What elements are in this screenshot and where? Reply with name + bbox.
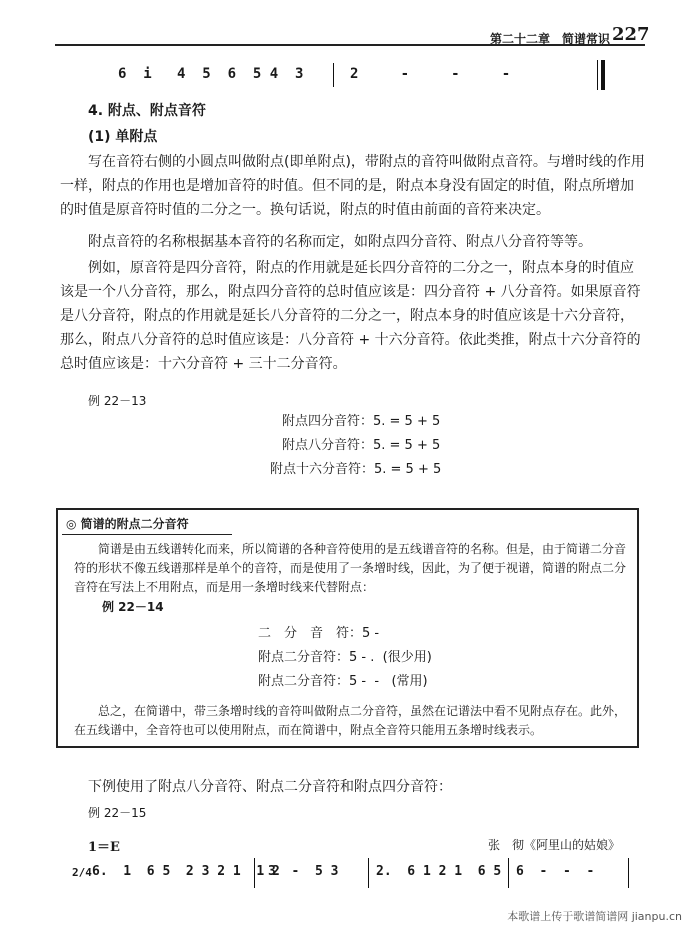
formula-line: 附点八分音符：5. = 5 + 5 (282, 438, 441, 453)
box-title-rule (62, 534, 232, 535)
song-measure: 6. 1 6 5 2 3 2 1 1 2 (92, 864, 280, 879)
formula-line: 附点四分音符：5. = 5 + 5 (282, 414, 441, 429)
song-key: 1＝E (88, 840, 120, 855)
top-score-notes: 6 i 4 5 6 5 4 3 (118, 66, 304, 82)
paragraph-dot-naming: 附点音符的名称根据基本音符的名称而定，如附点四分音符、附点八分音符等等。 (88, 234, 592, 250)
page-header (0, 0, 690, 46)
sidebar-box (56, 508, 639, 748)
top-score-measure2: 2 - - - (350, 66, 511, 82)
box-title: ◎ 简谱的附点二分音符 (66, 517, 189, 531)
barline (508, 858, 509, 888)
box-example-line: 附点二分音符：5 - . (很少用) (258, 650, 432, 665)
example-13-label: 例 22－13 (88, 394, 147, 408)
formula-line: 附点十六分音符：5. = 5 + 5 (270, 462, 442, 477)
barline (628, 858, 629, 888)
box-example-line: 二 分 音 符：5 - (258, 626, 380, 641)
subsection-title: (1) 单附点 (88, 129, 158, 145)
paragraph-dot-example: 例如，原音符是四分音符，附点的作用就是延长四分音符的二分之一，附点本身的时值应该是一个八分音符，那么，附点四分音符的总时值应该是：四分音符 + 八分音符。如果原音符是八分音符，附点的作用就是延长八分音符的二分之一，附点本身的时值应该是十六分音符，那么，附点八分音符的总时值应该是：八分音符 + 十六分音符。依此类推，附点十六分音符的总时值应该是：十六分音符 + 三十二分音符。 (60, 260, 641, 372)
song-score (0, 856, 690, 896)
box-paragraph: 简谱是由五线谱转化而来，所以简谱的各种音符使用的是五线谱音符的名称。但是，由于简谱二分音符的形状不像五线谱那样是单个的音符，而是使用了一条增时线，因此，为了便于视谱，简谱的附点二分音符在写法上不用附点，而是用一条增时线来代替附点： (74, 542, 627, 594)
section-title: 4. 附点、附点音符 (88, 103, 206, 119)
after-box-text: 下例使用了附点八分音符、附点二分音符和附点四分音符： (88, 779, 452, 795)
chapter-title: 第二十二章 简谱常识 (490, 32, 611, 46)
song-measure: 3 - 5 3 (268, 864, 339, 879)
box-example-line: 附点二分音符：5 - - (常用) (258, 674, 428, 689)
barline (254, 858, 255, 888)
page-number: 227 (612, 24, 650, 45)
header-rule (55, 44, 645, 46)
barline (368, 858, 369, 888)
time-signature: 2/4 (72, 866, 92, 879)
final-barline-thick (601, 60, 605, 90)
song-measure: 2. 6 1 2 1 6 5 (376, 864, 502, 879)
box-conclusion: 总之，在简谱中，带三条增时线的音符叫做附点二分音符，虽然在记谱法中看不见附点存在。此外，在五线谱中，全音符也可以使用附点，而在简谱中，附点全音符只能用五条增时线表示。 (74, 704, 627, 737)
barline (333, 63, 334, 87)
paragraph-dot-definition: 写在音符右侧的小圆点叫做附点(即单附点)，带附点的音符叫做附点音符。与增时线的作用一样，附点的作用也是增加音符的时值。但不同的是，附点本身没有固定的时值，附点所增加的时值是原音符时值的二分之一。换句话说，附点的时值由前面的音符来决定。 (60, 154, 645, 218)
example-15-label: 例 22－15 (88, 806, 147, 820)
watermark: 本歌谱上传于歌谱简谱网 jianpu.cn (507, 910, 682, 923)
final-barline-thin (597, 60, 598, 90)
example-14-label: 例 22－14 (102, 600, 164, 614)
song-credit: 张 彻《阿里山的姑娘》 (488, 838, 621, 852)
top-score (0, 58, 690, 88)
song-measure: 6 - - - (516, 864, 595, 879)
